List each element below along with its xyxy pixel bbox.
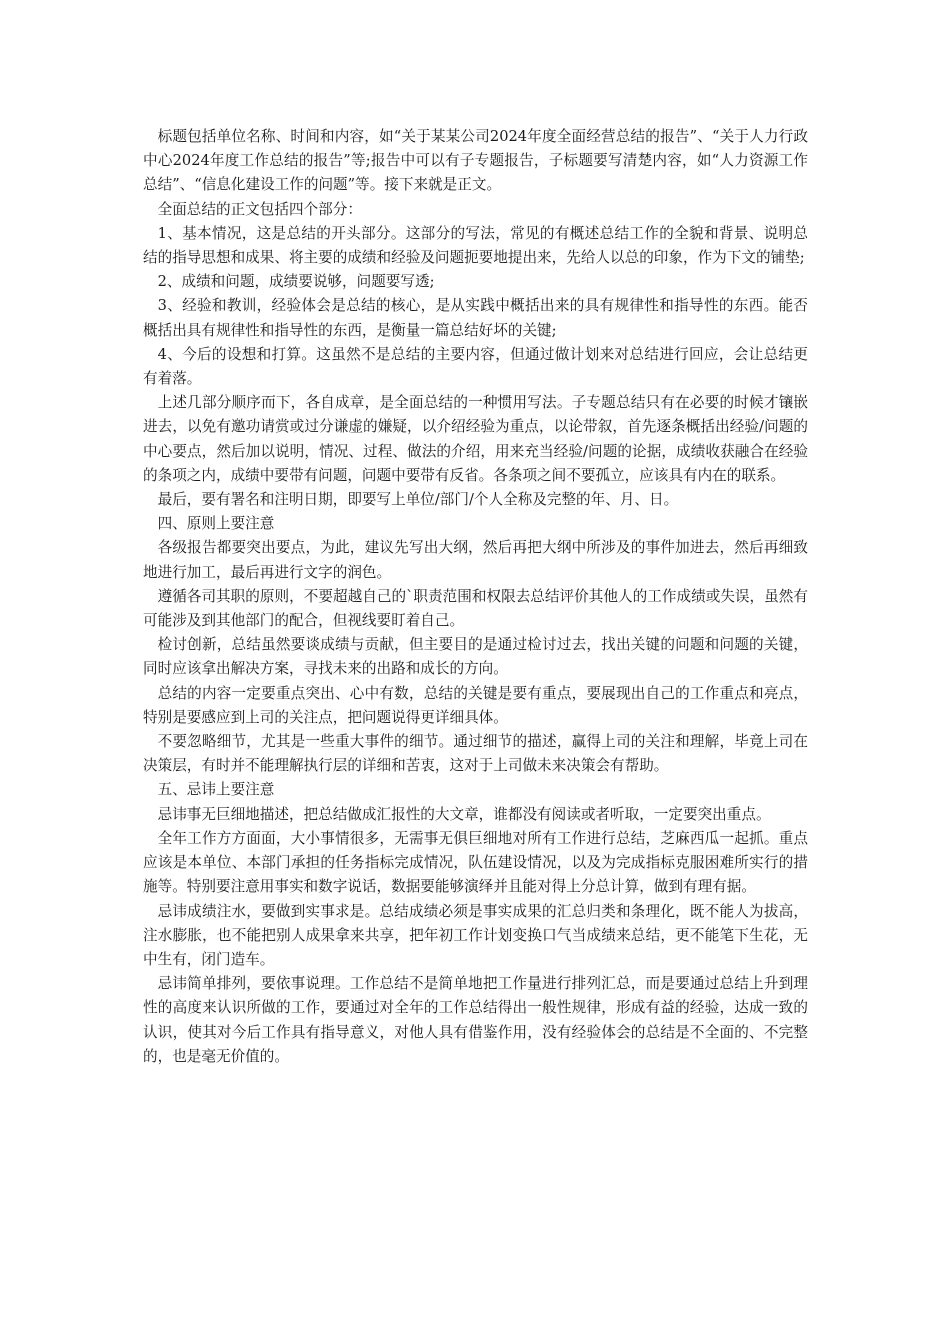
section-heading-principles: 四、原则上要注意 (157, 515, 275, 533)
paragraph-experience-lessons: 3、经验和教训，经验体会是总结的核心，是从实践中概括出来的具有规律性和指导性的东西。能否概括出具有规律性和指导性的东西，是衡量一篇总结好坏的关键; (143, 297, 808, 339)
paragraph-highlight-points: 各级报告都要突出要点，为此，建议先写出大纲，然后再把大纲中所涉及的事件加进去，然后再细致地进行加工，最后再进行文字的润色。 (143, 539, 808, 581)
paragraph-details: 不要忽略细节，尤其是一些重大事件的细节。通过细节的描述，赢得上司的关注和理解，毕竟上司在决策层，有时并不能理解执行层的详细和苦衷，这对于上司做未来决策会有帮助。 (143, 733, 808, 775)
paragraph-basic-situation: 1、基本情况，这是总结的开头部分。这部分的写法，常见的有概述总结工作的全貌和背景、说明总结的指导思想和成果、将主要的成绩和经验及问题扼要地提出来，先给人以总的印象，作为下文的铺垫; (143, 224, 808, 267)
paragraph-key-focus: 总结的内容一定要重点突出、心中有数，总结的关键是要有重点，要展现出自己的工作重点和亮点，特别是要感应到上司的关注点，把问题说得更详细具体。 (143, 684, 808, 726)
document-body (143, 125, 808, 1069)
paragraph-taboo-inflation: 忌讳成绩注水，要做到实事求是。总结成绩必须是事实成果的汇总归类和条理化，既不能人为拔高，注水膨胀，也不能把别人成果拿来共享，把年初工作计划变换口气当成绩来总结，更不能笔下生花，无中生有，闭门造车。 (143, 902, 808, 968)
paragraph-yearly-work: 全年工作方方面面，大小事情很多，无需事无俱巨细地对所有工作进行总结，芝麻西瓜一起抓。重点应该是本单位、本部门承担的任务指标完成情况，队伍建设情况，以及为完成指标克服困难所实行的措施等。特别要注意用事实和数字说话，数据要能够演绎并且能对得上分总计算，做到有理有据。 (143, 829, 808, 896)
paragraph-future-plans: 4、今后的设想和打算。这虽然不是总结的主要内容，但通过做计划来对总结进行回应，会让总结更有着落。 (143, 345, 808, 388)
paragraph-title-intro: 标题包括单位名称、时间和内容，如“关于某某公司2024年度全面经营总结的报告”、“关于人力行政中心2024年度工作总结的报告”等;报告中可以有子专题报告，子标题要写清楚内容，如“人力资源工作总结”、“信息化建设工作的问题”等。接下来就是正文。 (143, 128, 808, 194)
paragraph-results-problems: 2、成绩和问题，成绩要说够，问题要写透; (157, 273, 435, 291)
paragraph-taboo-listing: 忌讳简单排列，要依事说理。工作总结不是简单地把工作量进行排列汇总，而是要通过总结上升到理性的高度来认识所做的工作，要通过对全年的工作总结得出一般性规律，形成有益的经验，达成一致的认识，使其对今后工作具有指导意义，对他人具有借鉴作用，没有经验体会的总结是不全面的、不完整的，也是毫无价值的。 (143, 975, 808, 1065)
paragraph-review-innovation: 检讨创新，总结虽然要谈成绩与贡献，但主要目的是通过检讨过去，找出关键的问题和问题的关键，同时应该拿出解决方案，寻找未来的出路和成长的方向。 (143, 636, 808, 678)
section-heading-taboos: 五、忌讳上要注意 (157, 781, 275, 799)
paragraph-signature-date: 最后，要有署名和注明日期，即要写上单位/部门/个人全称及完整的年、月、日。 (157, 491, 679, 509)
paragraph-order-writing: 上述几部分顺序而下，各自成章，是全面总结的一种惯用写法。子专题总结只有在必要的时候才镶嵌进去，以免有邀功请赏或过分谦虚的嫌疑，以介绍经验为重点，以论带叙，首先逐条概括出经验/问题的中心要点，然后加以说明，情况、过程、做法的介绍，用来充当经验/问题的论据，成绩收获融合在经验的条项之内，成绩中要带有问题，问题中要带有反省。各条项之间不要孤立，应该具有内在的联系。 (143, 394, 808, 484)
paragraph-own-duties: 遵循各司其职的原则，不要超越自己的`职责范围和权限去总结评价其他人的工作成绩或失误，虽然有可能涉及到其他部门的配合，但视线要盯着自己。 (143, 587, 808, 630)
paragraph-taboo-detail: 忌讳事无巨细地描述，把总结做成汇报性的大文章，谁都没有阅读或者听取，一定要突出重点。 (157, 805, 771, 823)
paragraph-body-parts: 全面总结的正文包括四个部分： (157, 200, 362, 218)
